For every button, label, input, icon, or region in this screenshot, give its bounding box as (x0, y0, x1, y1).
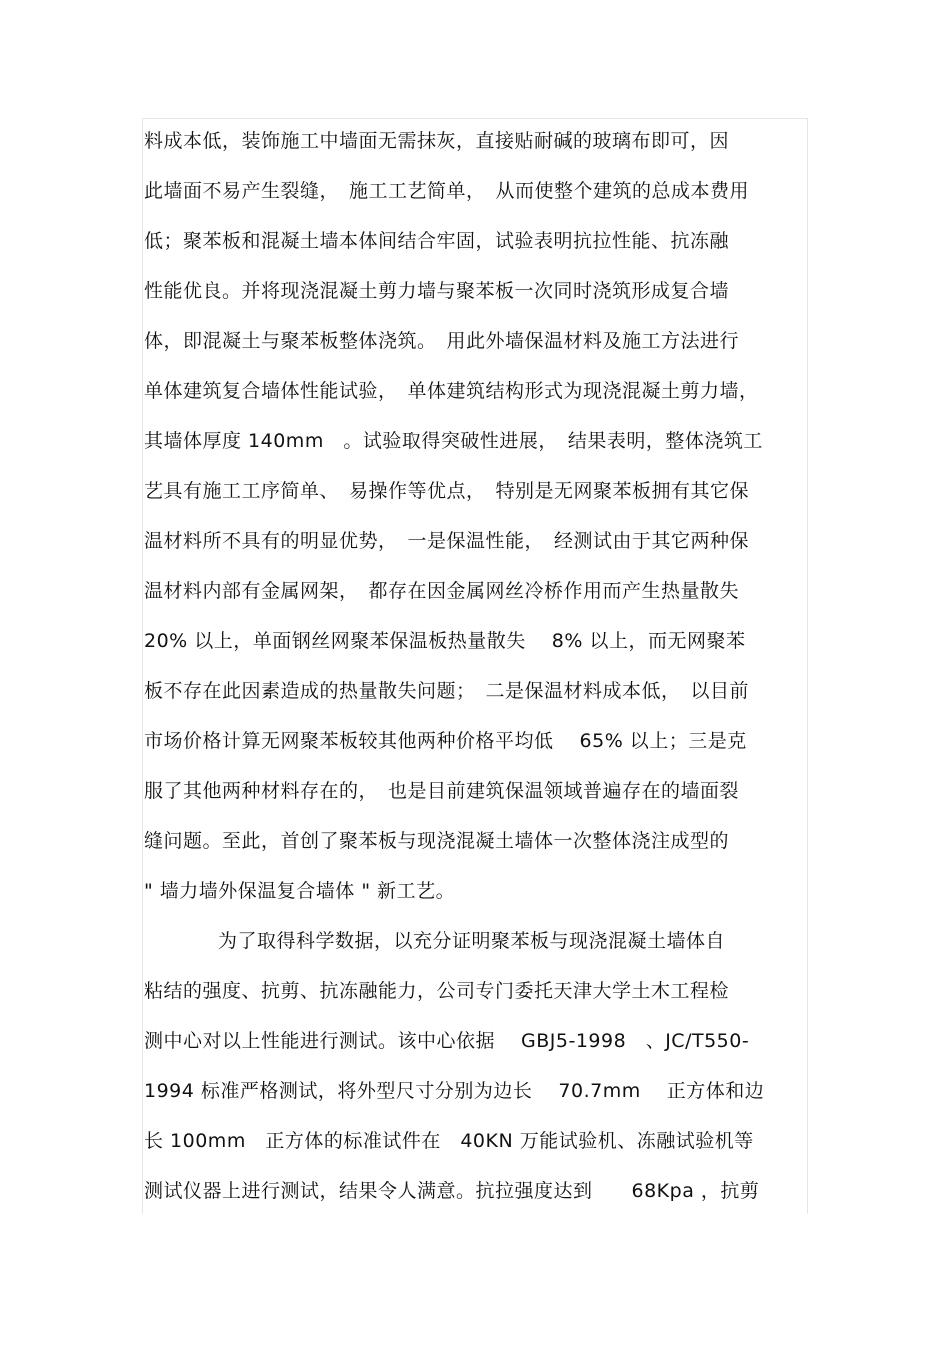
text-line: 艺具有施工工序简单、 易操作等优点， 特别是无网聚苯板拥有其它保 (144, 480, 750, 502)
text-line: 性能优良。并将现浇混凝土剪力墙与聚苯板一次同时浇筑形成复合墙 (144, 280, 730, 302)
text-line: 长 100mm 正方体的标准试件在 40KN 万能试验机、冻融试验机等 (144, 1130, 754, 1152)
text-line: 板不存在此因素造成的热量散失问题； 二是保温材料成本低， 以目前 (144, 680, 750, 702)
text-line: 缝问题。至此，首创了聚苯板与现浇混凝土墙体一次整体浇注成型的 (144, 830, 730, 852)
text-line: 20% 以上，单面钢丝网聚苯保温板热量散失 8% 以上，而无网聚苯 (144, 630, 746, 652)
text-line: 其墙体厚度 140mm 。试验取得突破性进展， 结果表明，整体浇筑工 (144, 430, 763, 452)
text-line: 此墙面不易产生裂缝， 施工工艺简单， 从而使整个建筑的总成本费用 (144, 180, 750, 202)
text-line: 粘结的强度、抗剪、抗冻融能力，公司专门委托天津大学土木工程检 (144, 980, 730, 1002)
text-line: 料成本低，装饰施工中墙面无需抹灰，直接贴耐碱的玻璃布即可，因 (144, 130, 730, 152)
text-line: 温材料所不具有的明显优势， 一是保温性能， 经测试由于其它两种保 (144, 530, 750, 552)
text-line: 低；聚苯板和混凝土墙本体间结合牢固，试验表明抗拉性能、抗冻融 (144, 230, 730, 252)
paragraph-first-line: 为了取得科学数据，以充分证明聚苯板与现浇混凝土墙体自 (218, 930, 726, 952)
text-line: 温材料内部有金属网架， 都存在因金属网丝冷桥作用而产生热量散失 (144, 580, 740, 602)
text-line: 测试仪器上进行测试，结果令人满意。抗拉强度达到 68Kpa ，抗剪 (144, 1180, 760, 1202)
text-line: 单体建筑复合墙体性能试验， 单体建筑结构形式为现浇混凝土剪力墙， (144, 380, 759, 402)
text-line: 体，即混凝土与聚苯板整体浇筑。 用此外墙保温材料及施工方法进行 (144, 330, 740, 352)
text-line: 测中心对以上性能进行测试。该中心依据 GBJ5-1998 、JC/T550- (144, 1030, 750, 1052)
text-line: 市场价格计算无网聚苯板较其他两种价格平均低 65% 以上；三是克 (144, 730, 747, 752)
text-line: " 墙力墙外保温复合墙体 " 新工艺。 (144, 880, 456, 902)
text-line: 服了其他两种材料存在的， 也是目前建筑保温领域普遍存在的墙面裂 (144, 780, 740, 802)
text-line: 1994 标准严格测试，将外型尺寸分别为边长 70.7mm 正方体和边 (144, 1080, 765, 1102)
